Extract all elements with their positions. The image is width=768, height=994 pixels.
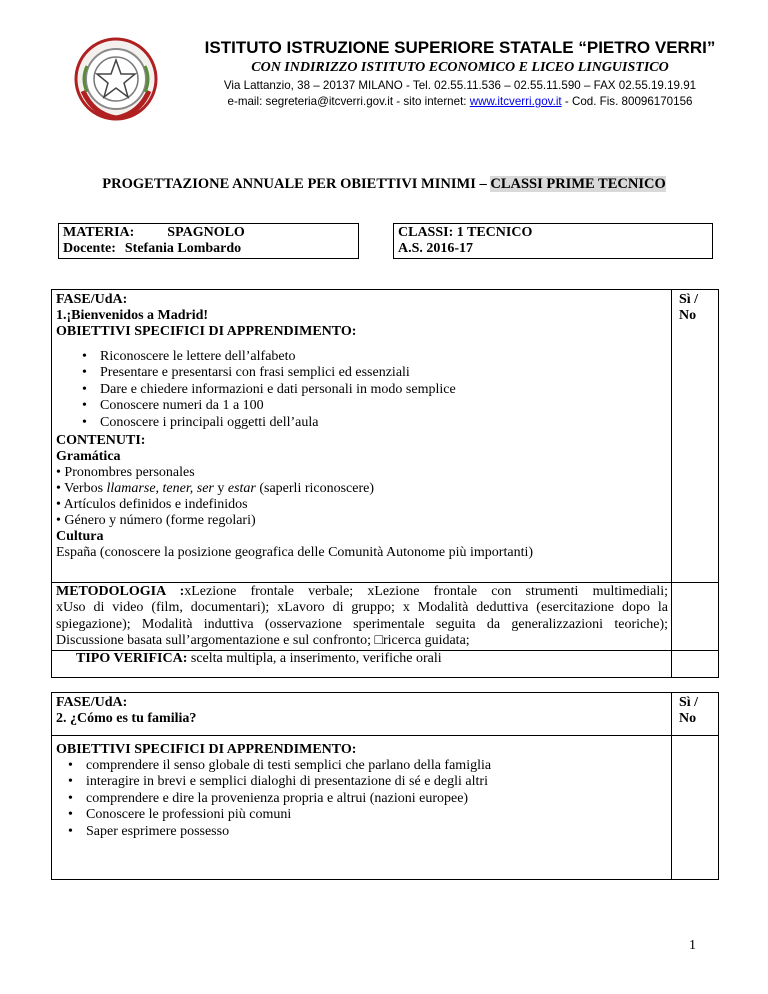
unit1-objectives: [52, 349, 667, 431]
g2-italic2: estar: [227, 481, 256, 496]
materia-label: MATERIA:: [63, 225, 135, 240]
metodologia-block: [56, 584, 668, 649]
unit1-title: 1.¡Bienvenidos a Madrid!: [56, 308, 209, 323]
list-item: • Conoscere le professioni più comuni: [86, 807, 668, 823]
classi-box: [393, 223, 713, 259]
title-highlight: CLASSI PRIME TECNICO: [490, 176, 666, 192]
list-item: • interagire in brevi e semplici dialoghi di presentazione di sé e degli altri: [86, 774, 668, 790]
metodologia-line: spiegazione); Modalità induttiva (osservazione sperimentale seguita da generalizzazioni teoriche);: [56, 616, 668, 632]
unit2-objectives: [38, 758, 668, 840]
school-title: ISTITUTO ISTRUZIONE SUPERIORE STATALE “PIETRO VERRI”: [204, 38, 716, 57]
metodologia-line: Discussione basata sull’argomentazione e sul confronto; □ricerca guidata;: [56, 632, 470, 648]
classi-value: CLASSI: 1 TECNICO: [398, 225, 533, 240]
grammar-item: • Pronombres personales: [56, 465, 195, 480]
school-contact: [160, 95, 760, 108]
list-item: • Dare e chiedere informazioni e dati personali in modo semplice: [100, 382, 667, 398]
verifica-text: scelta multipla, a inserimento, verifiche orali: [187, 651, 442, 666]
g2-suffix: (saperli riconoscere): [255, 481, 375, 496]
school-subtitle: CON INDIRIZZO ISTITUTO ECONOMICO E LICEO LINGUISTICO: [251, 60, 669, 75]
page-number: 1: [689, 938, 696, 953]
verifica-label: TIPO VERIFICA:: [76, 651, 188, 666]
list-item: • Riconoscere le lettere dell’alfabeto: [100, 349, 667, 365]
docente-value: Stefania Lombardo: [124, 241, 242, 256]
list-item: • Presentare e presentarsi con frasi semplici ed essenziali: [100, 365, 667, 381]
grammar-item: • Género y número (forme regolari): [56, 513, 256, 528]
metodologia-line: xUso di video (film, documentari); xLavoro di gruppo; x Modalità deduttiva (esercitazione dopo la: [56, 600, 668, 616]
unit1-table: [51, 289, 719, 678]
cultura-text: España (conoscere la posizione geografica delle Comunità Autonome più importanti): [56, 545, 534, 560]
grammar-item: [56, 481, 374, 497]
metodologia-label: METODOLOGIA :: [56, 584, 185, 599]
unit2-obiettivi-label: OBIETTIVI SPECIFICI DI APPRENDIMENTO:: [56, 742, 357, 757]
materia-box: [58, 223, 359, 259]
materia-value: SPAGNOLO: [167, 225, 245, 240]
school-emblem: [73, 36, 159, 122]
title-prefix: PROGETTAZIONE ANNUALE PER OBIETTIVI MINIMI –: [102, 176, 491, 192]
unit2-no-label: No: [679, 711, 697, 726]
g2-mid: y: [213, 481, 228, 496]
unit1-si-label: Sì /: [679, 292, 699, 307]
list-item: • Conoscere numeri da 1 a 100: [100, 398, 667, 414]
metodologia-line: xLezione frontale verbale; xLezione frontale con strumenti multimediali;: [184, 584, 669, 599]
school-address: Via Lattanzio, 38 – 20137 MILANO - Tel. 02.55.11.536 – 02.55.11.590 – FAX 02.55.19.19.91: [223, 79, 697, 92]
website-link[interactable]: www.itcverri.gov.it: [469, 95, 562, 108]
gramatica-label: Gramática: [56, 449, 121, 464]
unit1-no-label: No: [679, 308, 697, 323]
grammar-item: • Artículos definidos e indefinidos: [56, 497, 248, 512]
unit2-si-label: Sì /: [679, 695, 699, 710]
list-item: • Saper esprimere possesso: [86, 824, 668, 840]
unit2-table: [51, 692, 719, 880]
unit1-fase-label: FASE/UdA:: [56, 292, 128, 307]
g2-italic1: llamarse, tener, ser: [106, 481, 214, 496]
list-item: • comprendere il senso globale di testi semplici che parlano della famiglia: [86, 758, 668, 774]
unit2-fase-label: FASE/UdA:: [56, 695, 128, 710]
contact-prefix: e-mail: segreteria@itcverri.gov.it - sito internet:: [227, 95, 470, 108]
list-item: • Conoscere i principali oggetti dell’aula: [100, 415, 667, 431]
anno-value: A.S. 2016-17: [398, 241, 474, 256]
unit1-obiettivi-label: OBIETTIVI SPECIFICI DI APPRENDIMENTO:: [56, 324, 357, 339]
unit2-title: 2. ¿Cómo es tu familia?: [56, 711, 197, 726]
verifica-line: [76, 651, 442, 667]
cultura-label: Cultura: [56, 529, 104, 544]
document-title: [0, 176, 768, 193]
g2-prefix: • Verbos: [56, 481, 107, 496]
list-item: • comprendere e dire la provenienza propria e altrui (nazioni europee): [86, 791, 668, 807]
contenuti-label: CONTENUTI:: [56, 433, 146, 448]
contact-suffix: - Cod. Fis. 80096170156: [561, 95, 693, 108]
docente-label: Docente:: [63, 241, 116, 256]
